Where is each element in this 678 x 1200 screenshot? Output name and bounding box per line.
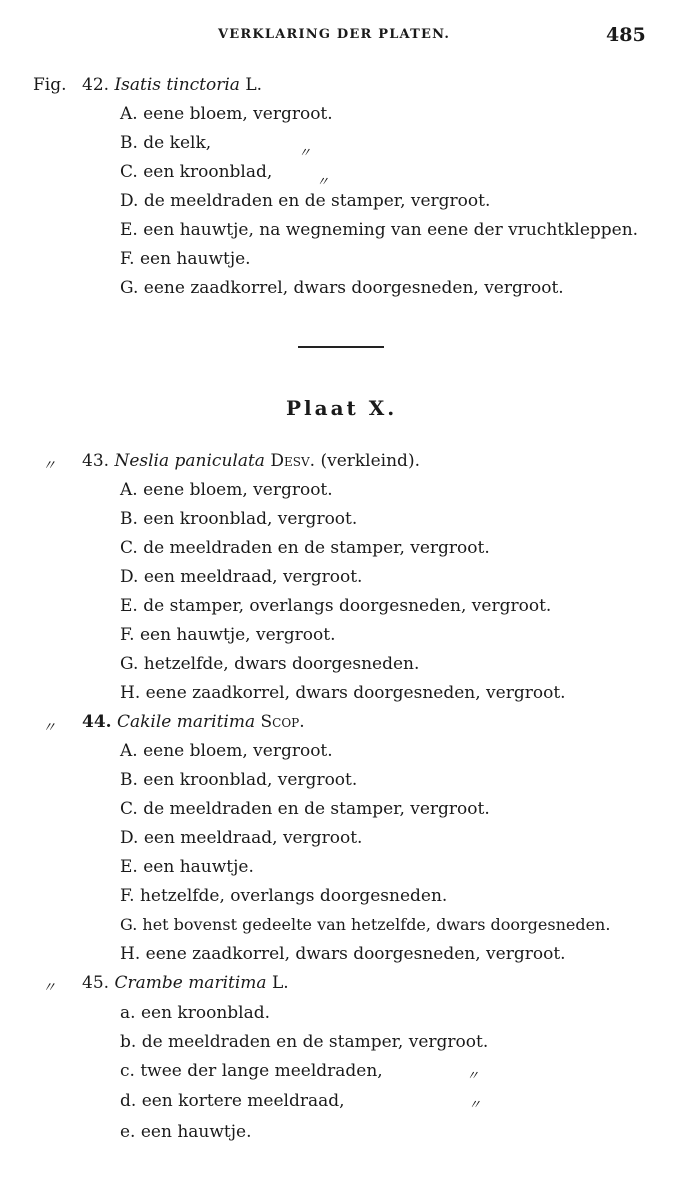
ditto-mark: 〃: [468, 1098, 482, 1113]
ditto-mark: 〃: [42, 458, 56, 474]
fig-43-species: Neslia paniculata: [114, 451, 265, 471]
fig-44-number: 44.: [82, 712, 112, 732]
fig-44-item: G. het bovenst gedeelte van hetzelfde, dwars doorgesneden.: [120, 915, 611, 934]
fig-45-species: Crambe maritima: [114, 973, 267, 993]
page-number: 485: [606, 24, 646, 46]
ditto-mark: 〃: [466, 1069, 480, 1084]
fig-43-item: C. de meeldraden en de stamper, vergroot.: [120, 538, 490, 558]
fig-43-note: (verkleind).: [320, 451, 420, 471]
fig-43-item: F. een hauwtje, vergroot.: [120, 625, 336, 645]
fig-42-item: G. eene zaadkorrel, dwars doorgesneden, vergroot.: [120, 278, 564, 298]
fig-44-item: C. de meeldraden en de stamper, vergroot.: [120, 799, 490, 819]
fig-42-item: B. de kelk,: [120, 133, 212, 153]
fig-label: Fig.: [33, 75, 67, 95]
ditto-mark: 〃: [316, 175, 330, 190]
fig-42-species: Isatis tinctoria: [114, 75, 240, 95]
fig-43-author: Desv.: [270, 451, 316, 471]
fig-44-heading: [82, 711, 305, 733]
fig-43-item: A. eene bloem, vergroot.: [120, 480, 333, 500]
fig-45-number: 45.: [82, 973, 110, 993]
fig-42-item: A. eene bloem, vergroot.: [120, 104, 333, 124]
fig-43-item: G. hetzelfde, dwars doorgesneden.: [120, 654, 420, 674]
fig-43-item: E. de stamper, overlangs doorgesneden, vergroot.: [120, 596, 552, 616]
fig-45-item: d. een kortere meeldraad,: [120, 1091, 345, 1111]
fig-43-item: B. een kroonblad, vergroot.: [120, 509, 358, 529]
fig-42-heading: [82, 74, 262, 96]
running-title: VERKLARING DER PLATEN.: [218, 27, 451, 42]
ditto-mark: 〃: [42, 720, 56, 736]
fig-44-item: A. eene bloem, vergroot.: [120, 741, 333, 761]
ditto-mark: 〃: [298, 146, 312, 161]
fig-43-heading: [82, 450, 420, 472]
plate-title: Plaat X.: [286, 396, 398, 420]
fig-45-heading: [82, 972, 289, 994]
ditto-mark: 〃: [42, 980, 56, 996]
fig-42-author: L.: [245, 75, 263, 95]
fig-42-item: E. een hauwtje, na wegneming van eene der vruchtkleppen.: [120, 220, 639, 240]
fig-45-item: c. twee der lange meeldraden,: [120, 1061, 383, 1081]
fig-42-number: 42.: [82, 75, 110, 95]
fig-42-item: C. een kroonblad,: [120, 162, 273, 182]
fig-45-item: b. de meeldraden en de stamper, vergroot.: [120, 1032, 489, 1052]
fig-45-item: e. een hauwtje.: [120, 1122, 252, 1142]
fig-45-author: L.: [271, 973, 289, 993]
fig-43-item: H. eene zaadkorrel, dwars doorgesneden, vergroot.: [120, 683, 566, 703]
fig-43-number: 43.: [82, 451, 110, 471]
fig-43-item: D. een meeldraad, vergroot.: [120, 567, 363, 587]
fig-44-author: Scop.: [260, 712, 305, 732]
fig-44-item: B. een kroonblad, vergroot.: [120, 770, 358, 790]
fig-42-item: D. de meeldraden en de stamper, vergroot.: [120, 191, 491, 211]
fig-44-item: F. hetzelfde, overlangs doorgesneden.: [120, 886, 448, 906]
fig-42-item: F. een hauwtje.: [120, 249, 251, 269]
fig-44-species: Cakile maritima: [116, 712, 256, 732]
fig-45-item: a. een kroonblad.: [120, 1003, 271, 1023]
section-divider: [298, 346, 384, 348]
fig-44-item: D. een meeldraad, vergroot.: [120, 828, 363, 848]
fig-44-item: H. eene zaadkorrel, dwars doorgesneden, vergroot.: [120, 944, 566, 964]
fig-44-item: E. een hauwtje.: [120, 857, 254, 877]
